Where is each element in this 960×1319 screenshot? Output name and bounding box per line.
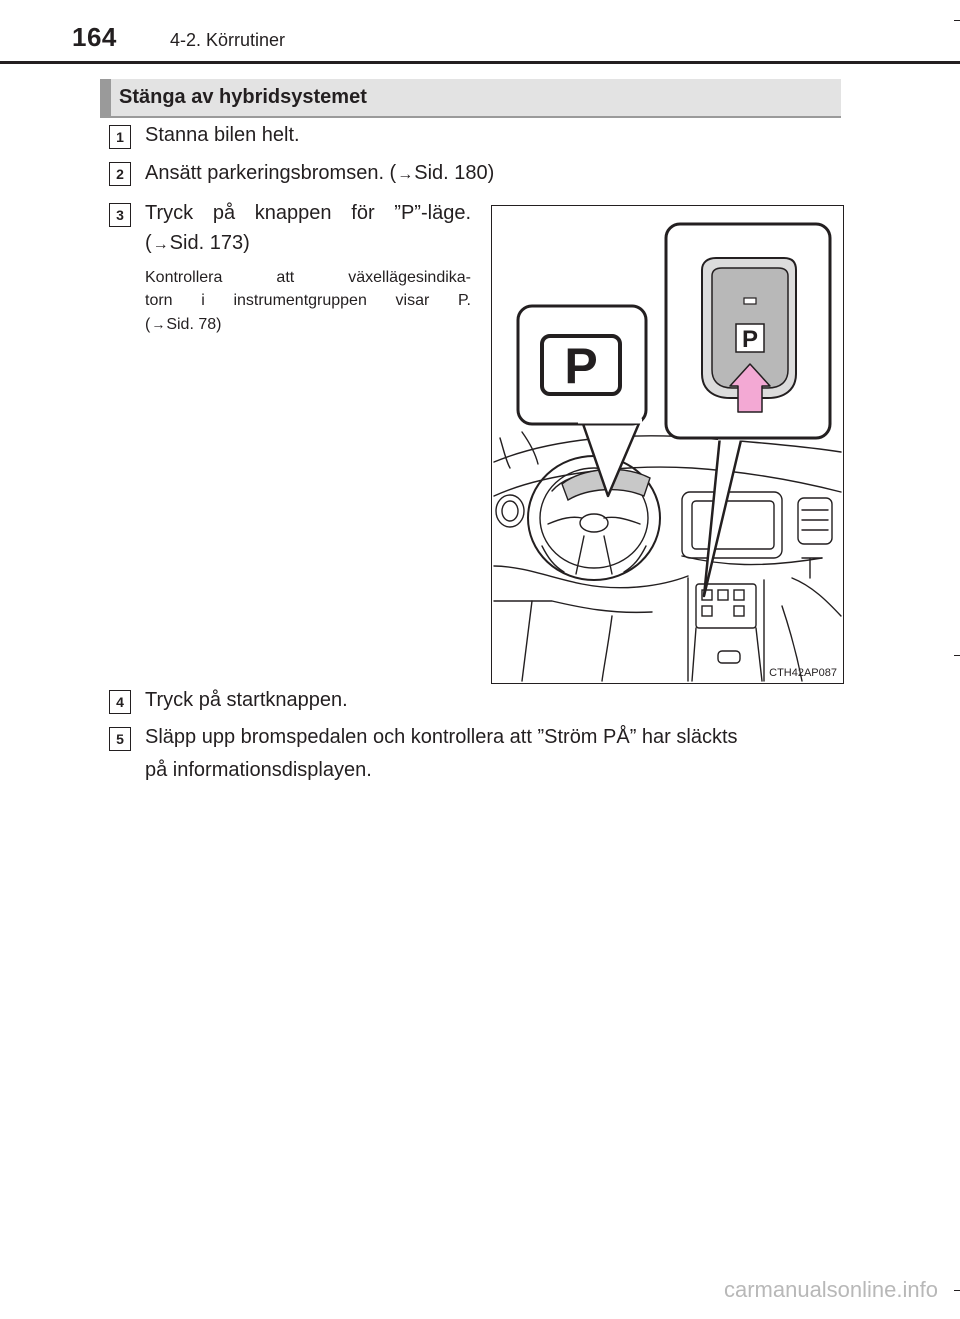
crop-mark [954, 20, 960, 21]
dashboard-illustration [491, 205, 844, 684]
watermark: carmanualsonline.info [723, 1277, 938, 1302]
step-3-note-line-2: torn i instrumentgruppen visar P. [145, 292, 471, 309]
section-title: Stänga av hybridsystemet [119, 86, 367, 108]
reference-arrow-icon: → [152, 236, 169, 253]
chapter-title: 4-2. Körrutiner [170, 30, 286, 50]
header-rule [0, 61, 960, 64]
step-2-text-before: Ansätt parkeringsbromsen. ( [145, 162, 397, 184]
step-3-text-before: ( [145, 232, 152, 254]
step-3-note-line-3 [145, 313, 221, 336]
p-switch-callout [666, 224, 830, 596]
step-1-text: Stanna bilen helt. [145, 124, 300, 146]
page-number: 164 [72, 22, 117, 52]
step-2-page-ref[interactable]: Sid. 180 [414, 162, 488, 184]
step-3-note-page-ref[interactable]: Sid. 78 [166, 316, 217, 333]
step-3-page-ref[interactable]: Sid. 173 [169, 232, 244, 254]
step-number-5: 5 [109, 727, 131, 751]
step-5-line-1: Släpp upp bromspedalen och kontrollera att ”Ström PÅ” har släckts [145, 726, 738, 748]
section-heading [100, 79, 841, 116]
step-number-2: 2 [109, 162, 131, 186]
dashboard-drawing [492, 206, 843, 683]
section-heading-bar [100, 79, 111, 116]
step-5-line-2: på informationsdisplayen. [145, 759, 372, 781]
p-switch-letter: P [741, 326, 759, 353]
p-indicator-letter: P [564, 338, 598, 394]
reference-arrow-icon: → [151, 316, 166, 332]
step-3-line-1: Tryck på knappen för ”P”-läge. [145, 202, 471, 224]
step-2-text-after: ) [487, 162, 495, 184]
step-2-text [145, 156, 494, 192]
step-3-text-after: ) [243, 232, 250, 254]
step-number-3: 3 [109, 203, 131, 227]
step-3-note-before: ( [145, 316, 151, 333]
figure-code: CTH42AP087 [769, 667, 837, 679]
step-3-line-2 [145, 226, 250, 262]
step-number-1: 1 [109, 125, 131, 149]
reference-arrow-icon: → [397, 166, 414, 183]
crop-mark [954, 655, 960, 656]
step-3-note-line-1: Kontrollera att växellägesindika- [145, 269, 471, 286]
step-4-text: Tryck på startknappen. [145, 689, 348, 711]
crop-mark [954, 1290, 960, 1291]
step-3-note-after: ) [216, 316, 222, 333]
step-number-4: 4 [109, 690, 131, 714]
